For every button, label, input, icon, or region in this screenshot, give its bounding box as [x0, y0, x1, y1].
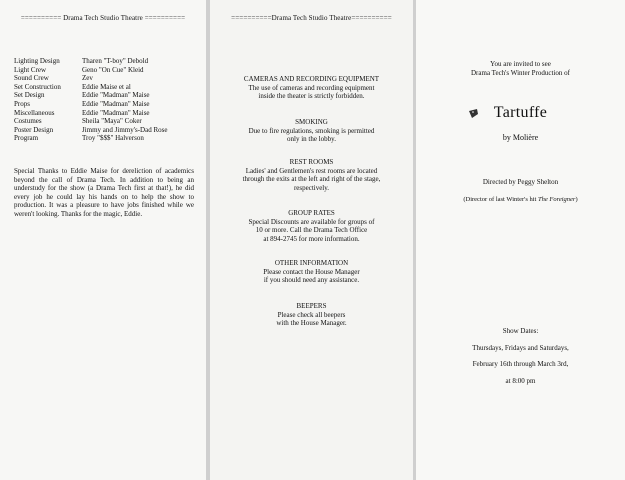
- director-line: Directed by Peggy Shelton: [482, 178, 559, 186]
- section-body-line: Please contact the House Manager: [263, 267, 360, 276]
- section-body-line: respectively.: [293, 183, 330, 192]
- credit-name: Zev: [82, 74, 93, 83]
- credit-role: Props: [14, 99, 30, 108]
- section-body-line: through the exits at the left and right of the stage,: [242, 175, 381, 184]
- credit-name: Eddie "Madman" Maise: [82, 91, 150, 100]
- show-dates: [416, 327, 625, 393]
- credit-row: [14, 66, 204, 75]
- credit-name: Geno "On Cue" Kleid: [82, 65, 144, 74]
- credit-name: Eddie "Madman" Maise: [82, 99, 150, 108]
- section-cameras: [210, 75, 413, 101]
- credit-row: [14, 109, 204, 118]
- invitation: [416, 60, 625, 77]
- left-panel-header: ========== Drama Tech Studio Theatre ==========: [20, 14, 186, 22]
- section-body-line: only in the lobby.: [287, 135, 336, 144]
- credit-row: [14, 74, 204, 83]
- play-title: Tartuffe: [493, 104, 548, 121]
- right-panel: [416, 0, 625, 480]
- middle-panel: [210, 0, 413, 480]
- section-title: GROUP RATES: [288, 209, 335, 217]
- invite-line-2: Drama Tech's Winter Production of: [471, 68, 570, 77]
- credit-role: Miscellaneous: [14, 108, 55, 117]
- section-beepers: [210, 302, 413, 328]
- director-note: (Director of last Winter's hit The Foreigner): [463, 196, 578, 203]
- section-body-line: inside the theater is strictly forbidden.: [258, 92, 365, 101]
- show-days: Thursdays, Fridays and Saturdays,: [472, 343, 569, 352]
- credit-role: Program: [14, 134, 39, 143]
- credits-list: [14, 57, 204, 143]
- credit-role: Set Construction: [14, 82, 61, 91]
- section-body-line: if you should need any assistance.: [263, 276, 360, 285]
- credit-name: Jimmy and Jimmy's-Dad Rose: [82, 125, 168, 134]
- credit-row: [14, 83, 204, 92]
- section-body-line: Please check all beepers: [277, 310, 346, 319]
- credit-role: Lighting Design: [14, 57, 60, 65]
- credit-name: Eddie Maise et al: [82, 82, 131, 91]
- credit-row: [14, 91, 204, 100]
- show-time: at 8:00 pm: [505, 376, 536, 385]
- credit-role: Poster Design: [14, 125, 54, 134]
- section-body-line: Due to fire regulations, smoking is permitted: [248, 126, 375, 135]
- bleed-through: [60, 150, 62, 158]
- section-title: SMOKING: [295, 118, 328, 126]
- middle-panel-header: ==========Drama Tech Studio Theatre==========: [231, 14, 392, 22]
- special-thanks: Special Thanks to Eddie Maise for dereliction of academics beyond the call of Drama Tech. In addition to being an understudy for the show (a Drama Tech first at that!), he did every job he could lay his hands on to help the show to production. It was a pleasure to have jobs finished while we weren't looking. Thanks for the magic, Eddie.: [14, 167, 194, 218]
- section-body-line: 10 or more. Call the Drama Tech Office: [255, 226, 368, 235]
- credit-role: Light Crew: [14, 65, 47, 74]
- section-title: BEEPERS: [296, 302, 327, 310]
- show-dates-label: Show Dates:: [502, 327, 539, 335]
- section-title: REST ROOMS: [289, 158, 334, 166]
- section-smoking: [210, 118, 413, 144]
- invite-line-1: You are invited to see: [490, 60, 551, 68]
- section-title: OTHER INFORMATION: [274, 259, 349, 267]
- section-body-line: The use of cameras and recording equipment: [248, 83, 375, 92]
- credit-name: Eddie "Madman" Maise: [82, 108, 150, 117]
- section-title: CAMERAS AND RECORDING EQUIPMENT: [243, 75, 380, 83]
- credit-row: [14, 57, 204, 66]
- credit-name: Sheila "Maya" Coker: [82, 117, 142, 126]
- credit-name: Troy "$$$" Halverson: [82, 134, 144, 143]
- credit-row: [14, 134, 204, 143]
- previous-show-title: The Foreigner: [537, 196, 576, 203]
- section-body-line: Ladies' and Gentlemen's rest rooms are located: [245, 166, 378, 175]
- section-other-information: [210, 259, 413, 285]
- credit-name: Tharen "T-boy" Debold: [82, 57, 149, 65]
- section-body-line: at 894-2745 for more information.: [263, 234, 360, 243]
- credit-row: [14, 126, 204, 135]
- credit-role: Costumes: [14, 117, 42, 126]
- section-body-line: with the House Manager.: [276, 319, 347, 328]
- section-group-rates: [210, 209, 413, 243]
- credit-row: [14, 100, 204, 109]
- author-line: by Molière: [502, 133, 539, 142]
- credit-role: Sound Crew: [14, 74, 49, 83]
- section-rest-rooms: [210, 158, 413, 192]
- show-date-range: February 16th through March 3rd,: [472, 360, 569, 369]
- section-body-line: Special Discounts are available for groups of: [248, 217, 375, 226]
- credit-row: [14, 117, 204, 126]
- left-panel: [0, 0, 206, 480]
- credit-role: Set Design: [14, 91, 45, 100]
